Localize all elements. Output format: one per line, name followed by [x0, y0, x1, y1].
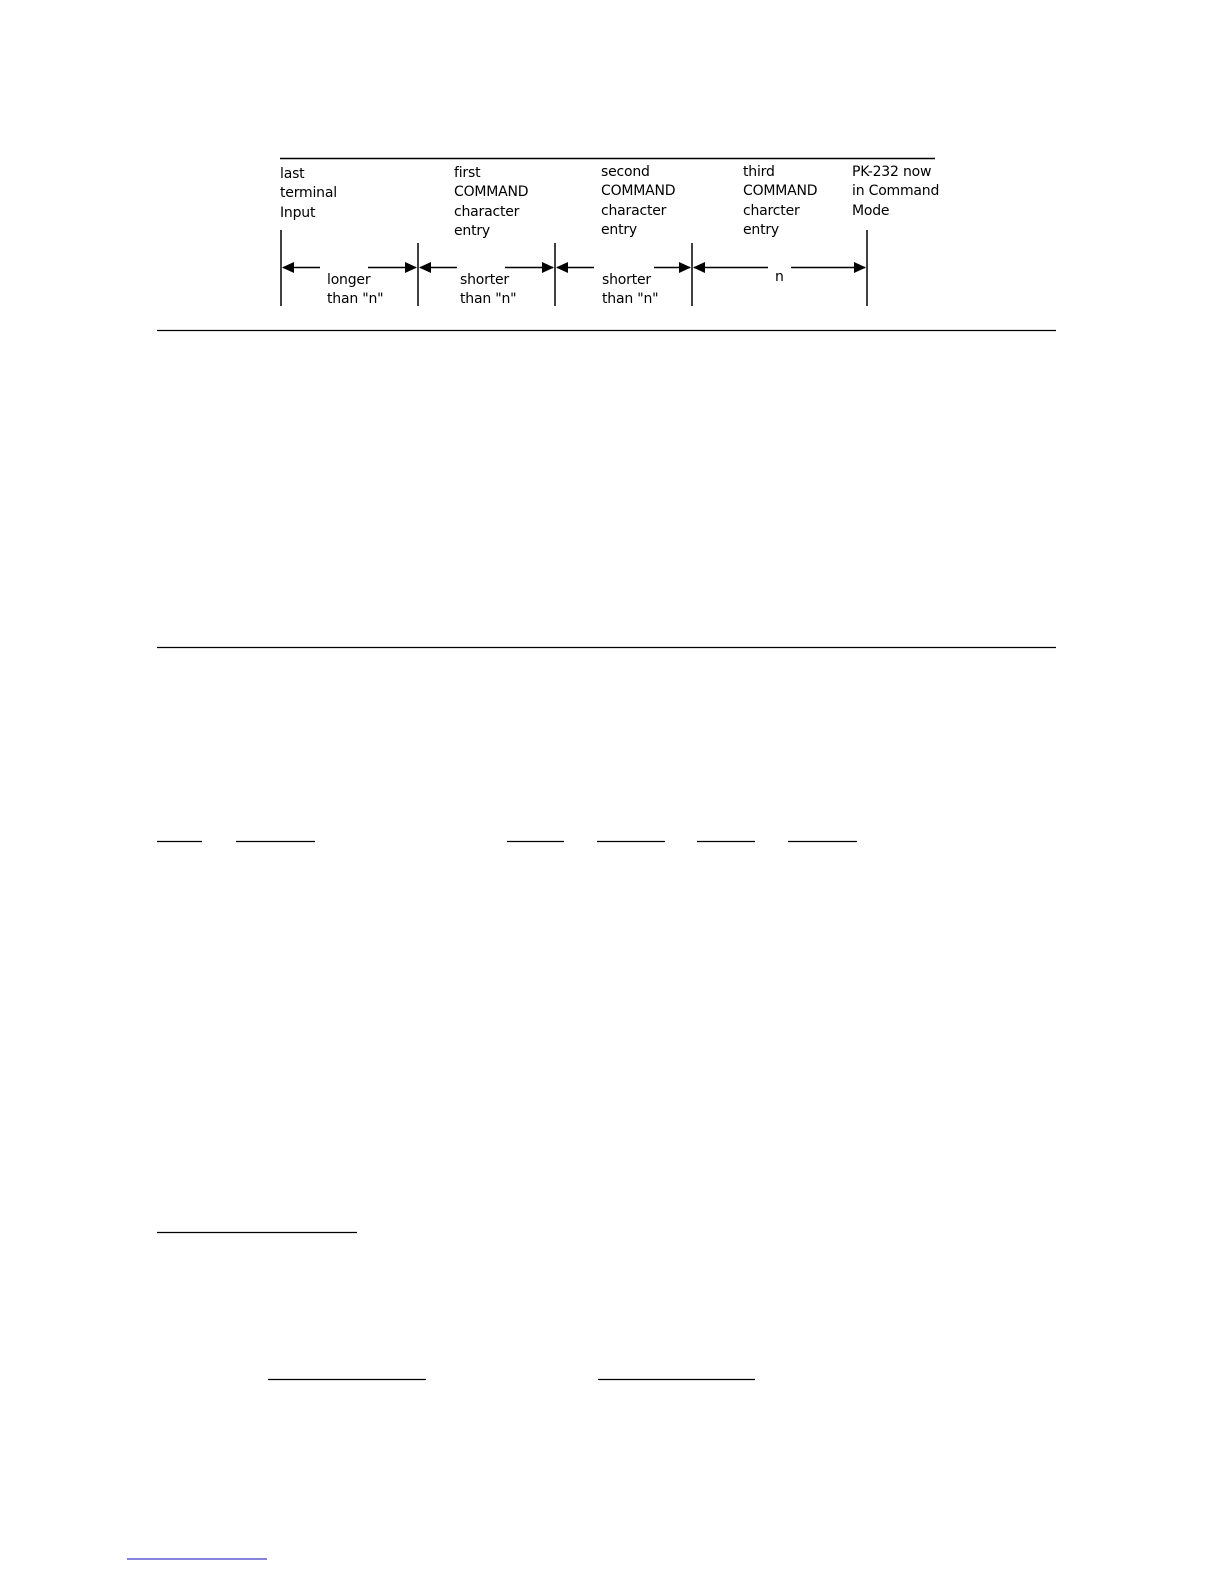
label-third-command: third COMMAND charcter entry [743, 164, 818, 238]
interval-4-left-arrowhead [693, 262, 705, 273]
label-interval-2: shorter than "n" [460, 272, 517, 308]
interval-2-left-arrowhead [419, 262, 431, 273]
interval-4-right-arrowhead [854, 262, 866, 273]
label-first-command: first COMMAND character entry [454, 165, 529, 239]
interval-1-left-arrowhead [282, 262, 294, 273]
interval-2-right-arrowhead [542, 262, 554, 273]
interval-1-right-arrowhead [405, 262, 417, 273]
label-interval-3: shorter than "n" [602, 272, 659, 308]
label-interval-1: longer than "n" [327, 272, 384, 308]
interval-3-right-arrowhead [679, 262, 691, 273]
label-last-input: last terminal Input [280, 166, 337, 221]
label-second-command: second COMMAND character entry [601, 164, 676, 238]
label-interval-4: n [775, 269, 784, 285]
interval-3-left-arrowhead [556, 262, 568, 273]
label-command-mode: PK-232 now in Command Mode [852, 164, 940, 219]
